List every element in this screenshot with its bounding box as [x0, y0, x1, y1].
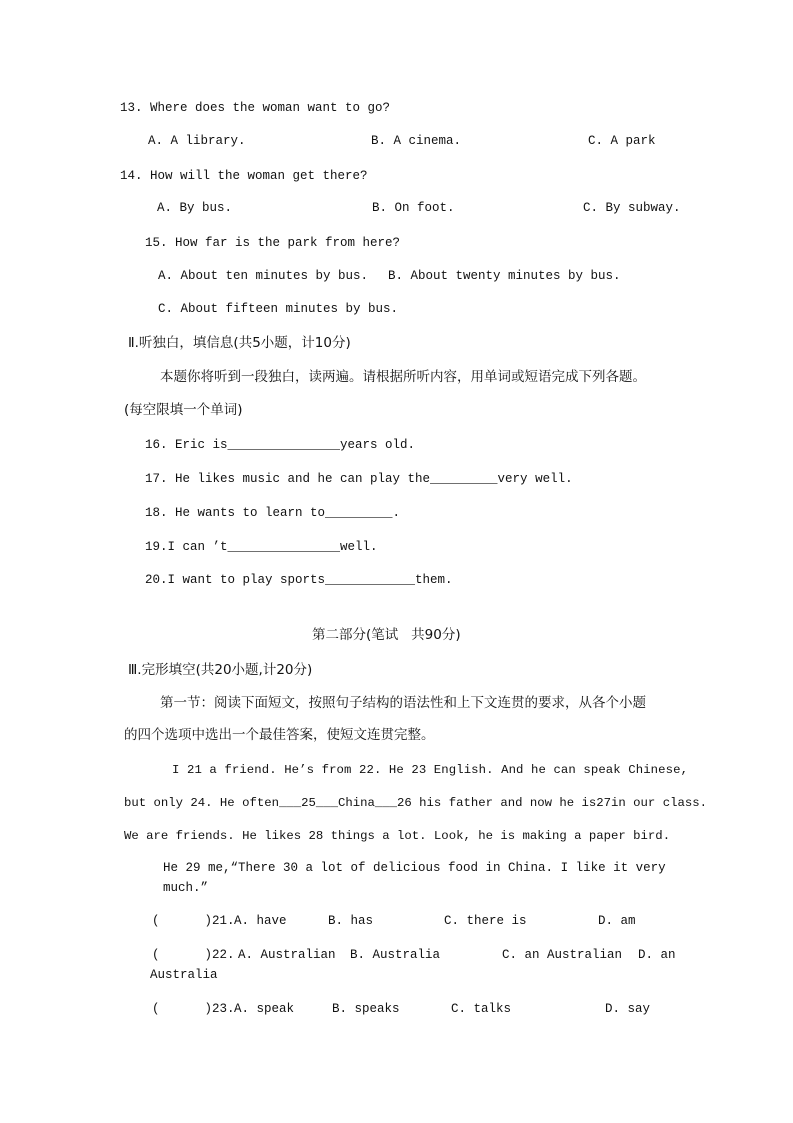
passage-line-1: I 21 a friend. He’s from 22. He 23 English. And he can speak Chinese, [172, 763, 689, 777]
section2-instruction-line1: 本题你将听到一段独白，读两遍。请根据所听内容，用单词或短语完成下列各题。 [160, 369, 646, 385]
section3-instruction-line1: 第一节：阅读下面短文，按照句子结构的语法性和上下文连贯的要求，从各个小题 [160, 695, 646, 711]
q23-option-b: B. speaks [332, 1002, 400, 1016]
part2-title: 第二部分(笔试 共90分) [312, 627, 461, 643]
q21-option-d: D. am [598, 914, 636, 928]
section2-heading: Ⅱ.听独白，填信息(共5小题，计10分) [128, 335, 351, 351]
q22-option-d: D. an [638, 948, 676, 962]
q14-option-c: C. By subway. [583, 201, 681, 215]
q13-option-c: C. A park [588, 134, 656, 148]
q23-option-d: D. say [605, 1002, 651, 1016]
q21-option-c: C. there is [444, 914, 527, 928]
q23-option-c: C. talks [451, 1002, 512, 1016]
q22-option-b: B. Australia [350, 948, 441, 962]
q14-option-b: B. On foot. [372, 201, 455, 215]
q13-stem: 13. Where does the woman want to go? [120, 101, 391, 115]
q15-stem: 15. How far is the park from here? [145, 236, 401, 250]
fill-item-20: 20.I want to play sports____________them. [145, 573, 453, 587]
passage-line-3: We are friends. He likes 28 things a lot. Look, he is making a paper bird. [124, 829, 671, 843]
fill-item-16: 16. Eric is_______________years old. [145, 438, 416, 452]
section3-instruction-line2: 的四个选项中选出一个最佳答案，使短文连贯完整。 [124, 727, 435, 743]
q21-option-a: A. have [234, 914, 287, 928]
q23-number: ( )23. [152, 1002, 235, 1016]
fill-item-19: 19.I can ’t_______________well. [145, 540, 378, 554]
q22-option-a: A. Australian [238, 948, 336, 962]
passage-line-2: but only 24. He often___25___China___26 his father and now he is27in our class. [124, 796, 707, 810]
section3-heading: Ⅲ.完形填空(共20小题,计20分) [128, 662, 313, 678]
q13-option-b: B. A cinema. [371, 134, 462, 148]
q21-option-b: B. has [328, 914, 374, 928]
q14-stem: 14. How will the woman get there? [120, 169, 368, 183]
q14-option-a: A. By bus. [157, 201, 233, 215]
fill-item-18: 18. He wants to learn to_________. [145, 506, 401, 520]
q22-option-d-continued: Australia [150, 968, 218, 982]
passage-line-4: He 29 me,“There 30 a lot of delicious food in China. I like it very much.” [163, 861, 666, 895]
q15-option-a: A. About ten minutes by bus. [158, 269, 369, 283]
q22-option-c: C. an Australian [502, 948, 623, 962]
q13-option-a: A. A library. [148, 134, 246, 148]
q15-option-c: C. About fifteen minutes by bus. [158, 302, 399, 316]
q23-option-a: A. speak [234, 1002, 295, 1016]
q21-number: ( )21. [152, 914, 235, 928]
q15-option-b: B. About twenty minutes by bus. [388, 269, 621, 283]
section2-instruction-line2: (每空限填一个单词) [124, 402, 243, 418]
q22-number: ( )22. [152, 948, 235, 962]
fill-item-17: 17. He likes music and he can play the_________very well. [145, 472, 573, 486]
